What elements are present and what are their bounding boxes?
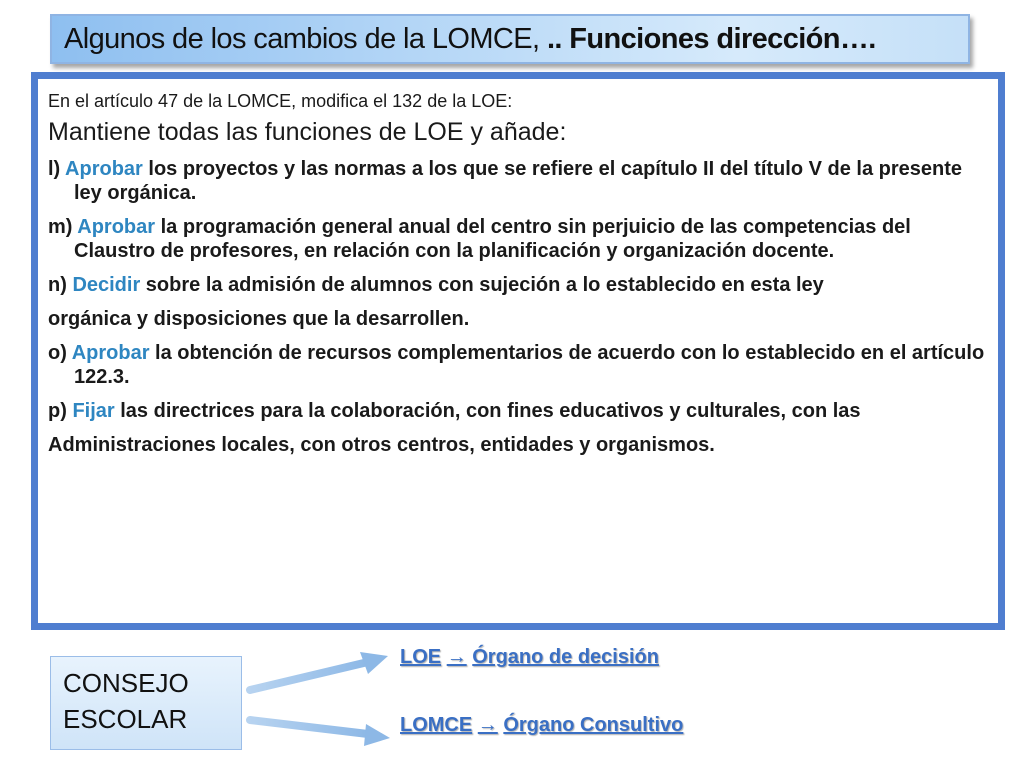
title-part-2: .. Funciones dirección….	[546, 22, 876, 55]
title-banner	[50, 14, 970, 64]
lomce-role: Órgano Consultivo	[503, 714, 684, 736]
function-item-p-continuation	[48, 433, 988, 457]
loe-label	[400, 646, 659, 669]
content-box	[31, 72, 1005, 630]
arrow-down-icon	[250, 720, 390, 746]
arrows-diagram	[240, 640, 400, 750]
item-verb: Decidir	[72, 274, 141, 296]
consejo-line-2: ESCOLAR	[63, 704, 188, 734]
item-text: la programación general anual del centro sin perjuicio de las competencias del Claustro de profesores, en relación con la planificación y organización docente.	[74, 216, 911, 262]
function-item-m	[48, 215, 988, 263]
arrow-up-icon	[250, 652, 388, 690]
function-item-n-continuation	[48, 307, 988, 331]
item-verb: Aprobar	[65, 158, 143, 180]
item-verb: Aprobar	[71, 342, 150, 364]
item-text: las directrices para la colaboración, con fines educativos y culturales, con las	[114, 400, 861, 422]
function-item-n	[48, 273, 988, 297]
item-prefix: l)	[48, 158, 66, 180]
item-prefix: p)	[48, 400, 73, 422]
function-item-l	[48, 157, 988, 205]
item-text: los proyectos y las normas a los que se refiere el capítulo II del título V de la presente ley orgánica.	[74, 158, 962, 204]
consejo-line-1: CONSEJO	[63, 668, 189, 698]
item-prefix: o)	[48, 342, 72, 364]
intro-text: En el artículo 47 de la LOMCE, modifica el 132 de la LOE:	[48, 91, 513, 111]
consejo-escolar-box	[50, 656, 242, 750]
loe-name: LOE	[400, 646, 442, 668]
item-text: Administraciones locales, con otros centros, entidades y organismos.	[48, 434, 715, 456]
item-text: orgánica y disposiciones que la desarrollen.	[48, 308, 470, 330]
item-prefix: n)	[48, 274, 73, 296]
slide-title	[64, 23, 876, 56]
lomce-name: LOMCE	[400, 714, 473, 736]
arrow-right-icon: →	[477, 714, 498, 736]
title-part-1: Algunos de los cambios de la LOMCE,	[64, 22, 547, 55]
item-verb: Fijar	[72, 400, 115, 422]
function-item-o	[48, 341, 988, 389]
arrow-right-icon: →	[446, 646, 467, 668]
functions-heading: Mantiene todas las funciones de LOE y añade:	[48, 118, 567, 146]
lomce-label	[400, 714, 683, 737]
item-text: sobre la admisión de alumnos con sujeción a lo establecido en esta ley	[140, 274, 824, 296]
item-verb: Aprobar	[77, 216, 156, 238]
loe-role: Órgano de decisión	[472, 646, 659, 668]
function-item-p	[48, 399, 988, 423]
item-prefix: m)	[48, 216, 78, 238]
item-text: la obtención de recursos complementarios de acuerdo con lo establecido en el artículo 122.3.	[74, 342, 985, 388]
